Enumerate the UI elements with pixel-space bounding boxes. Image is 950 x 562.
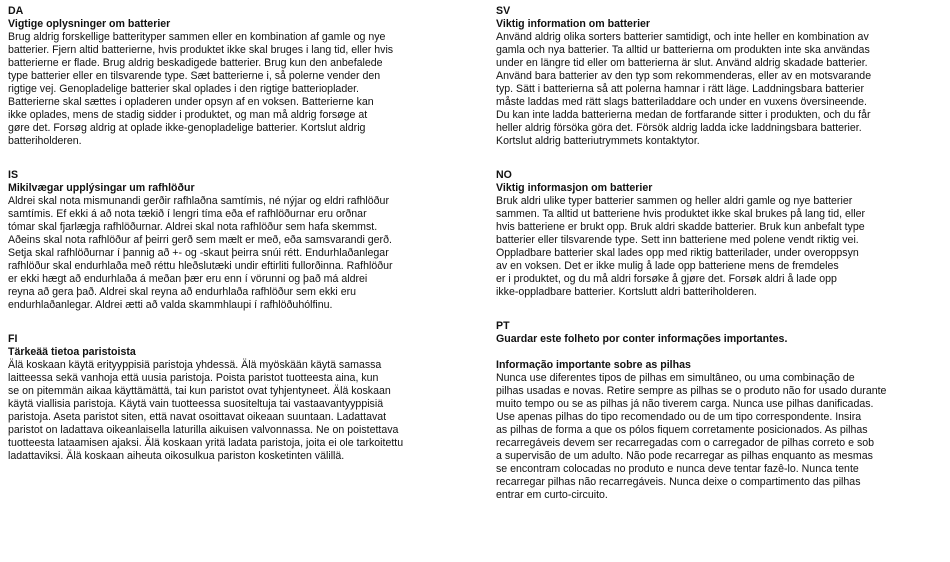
section-body: Nunca use diferentes tipos de pilhas em simultâneo, ou uma combinação de pilhas usadas e novas. Retire sempre as pilhas se o produto não for usado durante muito tempo ou se as pilhas já não tiverem carga. Nunca use pilhas danificadas. Use apenas pilhas do tipo recomendado ou de um tipo correspondente. Insira as pilhas de forma a que os pólos fiquem corretamente posicionados. As pilhas recarregáveis devem ser recarregadas com o carregador de pilhas correto e sob a supervisão de um adulto. Não pode recarregar as pilhas enquanto as mesmas se encontram colocadas no produto e nunca deve tentar fazê-lo. Nunca tente recarregar pilhas não recarregáveis. Nunca deixe o compartimento das pilhas entrar em curto-circuito. [496, 372, 887, 501]
section-heading: Viktig informasjon om batterier [496, 182, 653, 194]
section-body: Älä koskaan käytä erityyppisiä paristoja yhdessä. Älä myöskään käytä samassa laitteessa sekä vanhoja että uusia paristoja. Poista paristot tuotteesta aina, kun se on pitemmän aikaa käyttämättä, tai kun paristot ovat tyhjentyneet. Älä koskaan käytä viallisia paristoja. Käytä vain tuotteessa suositeltuja tai vastaavantyyppisiä paristoja. Aseta paristot siten, että navat osoittavat oikeaan suuntaan. Ladattavat paristot on ladattava oikeanlaisella laturilla aikuisen valvonnassa. Ne on poistettava tuotteesta lataamisen ajaksi. Älä koskaan yritä ladata paristoja, joita ei ole tarkoitettu ladattaviksi. Älä koskaan aiheuta oikosulkua pariston kosketinten välillä. [8, 359, 404, 462]
section-body: Bruk aldri ulike typer batterier sammen og heller aldri gamle og nye batterier sammen. Ta alltid ut batteriene hvis produktet ikke skal brukes på lang tid, eller hvis batteriene er brukt opp. Bruk aldri skadde batterier. Bruk kun anbefalt type batterier eller tilsvarende type. Sett inn batteriene med polene vendt riktig vei. Oppladbare batterier skal lades opp med riktig batterilader, under overoppsyn av en voksen. Det er ikke mulig å lade opp batteriene mens de fremdeles er i produktet, og du må aldri forsøke å gjøre det. Forsøk aldri å lade opp ikke-oppladbare batterier. Kortslutt aldri batteriholderen. [496, 195, 866, 298]
section-body: Brug aldrig forskellige batterityper sammen eller en kombination af gamle og nye batterier. Fjern altid batterierne, hvis produktet ikke skal bruges i lang tid, eller hvis batterierne er flade. Brug aldrig beskadigede batterier. Brug kun den anbefalede type batterier eller en tilsvarende type. Sæt batterierne i, så polerne vender den rigtige vej. Genopladelige batterier skal oplades i den rigtige batterioplader. Batterierne skal sættes i opladeren under opsyn af en voksen. Batterierne kan ikke oplades, mens de stadig sidder i produktet, og man må aldrig forsøge at gøre det. Forsøg aldrig at oplade ikke-genopladelige batterier. Kortslut aldrig batteriholderen. [8, 31, 394, 147]
language-code: NO [496, 169, 512, 181]
section-no [496, 169, 942, 299]
language-code: DA [8, 5, 24, 17]
right-column [496, 5, 942, 523]
section-heading: Vigtige oplysninger om batterier [8, 18, 171, 30]
section-da [8, 5, 478, 148]
language-code: PT [496, 320, 510, 332]
section-sub-heading: Informação importante sobre as pilhas [496, 359, 691, 371]
section-heading: Viktig information om batterier [496, 18, 651, 30]
section-heading: Guardar este folheto por conter informações importantes. [496, 333, 788, 345]
section-body: Använd aldrig olika sorters batterier samtidigt, och inte heller en kombination av gamla och nya batterier. Ta alltid ur batterierna om produkten inte ska användas under en längre tid eller om batterierna är slut. Använd aldrig skadade batterier. Använd bara batterier av den typ som rekommenderas, eller av en motsvarande typ. Sätt i batterierna så att polerna hamnar i rätt läge. Laddningsbara batterier måste laddas med rätt slags batteriladdare och under en vuxens översineende. Du kan inte ladda batterierna medan de fortfarande sitter i produkten, och du får heller aldrig försöka göra det. Försök aldrig ladda icke laddningsbara batterier. Kortslut aldrig batteriutrymmets kontaktytor. [496, 31, 872, 147]
language-code: FI [8, 333, 18, 345]
language-code: SV [496, 5, 511, 17]
section-heading: Mikilvægar upplýsingar um rafhlöður [8, 182, 195, 194]
section-body: Aldrei skal nota mismunandi gerðir rafhlaðna samtímis, né nýjar og eldri rafhlöður samtímis. Ef ekki á að nota tækið í lengri tíma eða ef rafhlöðurnar eru orðnar tómar skal fjarlægja rafhlöðurnar. Aldrei skal nota rafhlöður sem hafa skemmst. Aðeins skal nota rafhlöður af þeirri gerð sem mælt er með, eða samsvarandi gerð. Setja skal rafhlöðurnar í þannig að +- og -skaut þeirra snúi rétt. Endurhlaðanlegar rafhlöður skal endurhlaða með réttu hleðslutæki undir eftirliti fullorðinna. Rafhlöður er ekki hægt að endurhlaða á meðan þær eru enn í vörunni og það má aldrei reyna að gera það. Aldrei skal reyna að endurhlaða rafhlöður sem ekki eru endurhlaðanlegar. Aldrei ætti að valda skammhlaupi í rafhlöðuhólfinu. [8, 195, 393, 311]
section-heading: Tärkeää tietoa paristoista [8, 346, 136, 358]
section-is [8, 169, 478, 312]
section-pt [496, 320, 942, 502]
section-sv [496, 5, 942, 148]
language-code: IS [8, 169, 19, 181]
section-fi [8, 333, 478, 463]
left-column [8, 5, 478, 484]
